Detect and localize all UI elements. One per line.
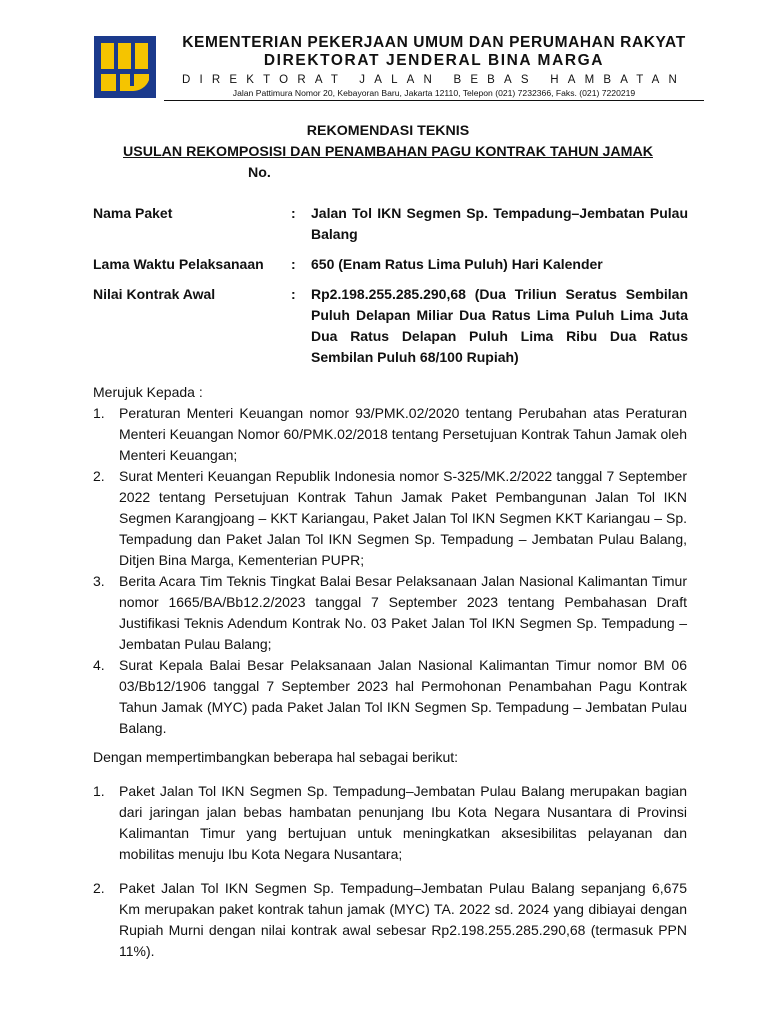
letterhead-address: Jalan Pattimura Nomor 20, Kebayoran Baru, Jakarta 12110, Telepon (021) 7232366, Faks. (021) 7220219 bbox=[164, 88, 704, 101]
list-number: 2. bbox=[93, 468, 105, 484]
sub-directorate-name: DIREKTORAT JALAN BEBAS HAMBATAN bbox=[182, 74, 686, 86]
title-line-2: USULAN REKOMPOSISI DAN PENAMBAHAN PAGU KONTRAK TAHUN JAMAK bbox=[123, 144, 653, 160]
info-label: Nilai Kontrak Awal bbox=[93, 286, 216, 302]
document-number-label: No. bbox=[248, 165, 271, 181]
info-value: 650 (Enam Ratus Lima Puluh) Hari Kalender bbox=[311, 256, 603, 272]
ministry-logo bbox=[94, 36, 156, 98]
references-heading: Merujuk Kepada : bbox=[93, 384, 203, 400]
references-section bbox=[93, 382, 687, 739]
list-text: Paket Jalan Tol IKN Segmen Sp. Tempadung–Jembatan Pulau Balang merupakan bagian dari jaringan jalan bebas hambatan penunjang Ibu Kota Negara Nusantara di Provinsi Kalimantan Timur yang bertujuan untuk meningkatkan aksesibilitas pelayanan dan mobilitas menuju Ibu Kota Negara Nusantara; bbox=[119, 783, 687, 862]
list-text: Surat Kepala Balai Besar Pelaksanaan Jalan Nasional Kalimantan Timur nomor BM 06 03/Bb12/1906 tanggal 7 September 2023 hal Permohonan Penambahan Pagu Kontrak Tahun Jamak (MYC) pada Paket Jalan Tol IKN Segmen Sp. Tempadung – Jembatan Pulau Balang. bbox=[119, 657, 687, 736]
references-list bbox=[93, 403, 687, 739]
title-line-1: REKOMENDASI TEKNIS bbox=[306, 123, 470, 139]
info-label: Lama Waktu Pelaksanaan bbox=[93, 256, 264, 272]
info-colon: : bbox=[291, 286, 296, 302]
list-item bbox=[93, 655, 687, 739]
info-colon: : bbox=[291, 205, 296, 221]
list-number: 2. bbox=[93, 880, 105, 896]
considerations-heading: Dengan mempertimbangkan beberapa hal sebagai berikut: bbox=[93, 749, 459, 765]
list-text: Surat Menteri Keuangan Republik Indonesia nomor S-325/MK.2/2022 tanggal 7 September 2022 tentang Persetujuan Kontrak Tahun Jamak Paket Pembangunan Jalan Tol IKN Segmen Karangjoang – KKT Kariangau, Paket Jalan Tol IKN Segmen KKT Kariangau – Sp. Tempadung dan Paket Jalan Tol IKN Segmen Sp. Tempadung – Jembatan Pulau Balang, Ditjen Bina Marga, Kementerian PUPR; bbox=[119, 468, 687, 568]
list-item bbox=[93, 878, 687, 962]
info-label: Nama Paket bbox=[93, 205, 173, 221]
considerations-section bbox=[93, 747, 687, 975]
list-item bbox=[93, 403, 687, 466]
list-number: 4. bbox=[93, 657, 105, 673]
letterhead-text bbox=[164, 34, 704, 101]
info-row-contract-value bbox=[93, 284, 688, 368]
info-colon: : bbox=[291, 256, 296, 272]
package-info bbox=[93, 203, 688, 377]
list-text: Peraturan Menteri Keuangan nomor 93/PMK.02/2020 tentang Perubahan atas Peraturan Menteri Keuangan Nomor 60/PMK.02/2018 tentang Persetujuan Kontrak Tahun Jamak oleh Menteri Keuangan; bbox=[119, 405, 687, 463]
directorate-name: DIREKTORAT JENDERAL BINA MARGA bbox=[263, 52, 605, 69]
list-number: 1. bbox=[93, 405, 105, 421]
info-value: Jalan Tol IKN Segmen Sp. Tempadung–Jembatan Pulau Balang bbox=[311, 205, 688, 242]
info-value: Rp2.198.255.285.290,68 (Dua Triliun Seratus Sembilan Puluh Delapan Miliar Dua Ratus Lima Puluh Lima Juta Dua Ratus Delapan Puluh Lima Ribu Dua Ratus Sembilan Puluh 68/100 Rupiah) bbox=[311, 286, 688, 365]
list-item bbox=[93, 781, 687, 865]
list-text: Berita Acara Tim Teknis Tingkat Balai Besar Pelaksanaan Jalan Nasional Kalimantan Timur nomor 1665/BA/Bb12.2/2023 tanggal 7 September 2023 tentang Pembahasan Draft Justifikasi Teknis Adendum Kontrak No. 03 Paket Jalan Tol IKN Segmen Sp. Tempadung – Jembatan Pulau Balang; bbox=[119, 573, 687, 652]
document-title bbox=[96, 121, 680, 184]
list-item bbox=[93, 571, 687, 655]
info-row-package-name bbox=[93, 203, 688, 245]
info-row-duration bbox=[93, 254, 688, 275]
list-number: 1. bbox=[93, 783, 105, 799]
considerations-list bbox=[93, 781, 687, 962]
list-number: 3. bbox=[93, 573, 105, 589]
list-text: Paket Jalan Tol IKN Segmen Sp. Tempadung–Jembatan Pulau Balang sepanjang 6,675 Km merupakan paket kontrak tahun jamak (MYC) TA. 2022 sd. 2024 yang dibiayai dengan Rupiah Murni dengan nilai kontrak awal sebesar Rp2.198.255.285.290,68 (termasuk PPN 11%). bbox=[119, 880, 687, 959]
list-item bbox=[93, 466, 687, 571]
letterhead bbox=[94, 34, 704, 100]
ministry-name: KEMENTERIAN PEKERJAAN UMUM DAN PERUMAHAN RAKYAT bbox=[182, 34, 686, 51]
